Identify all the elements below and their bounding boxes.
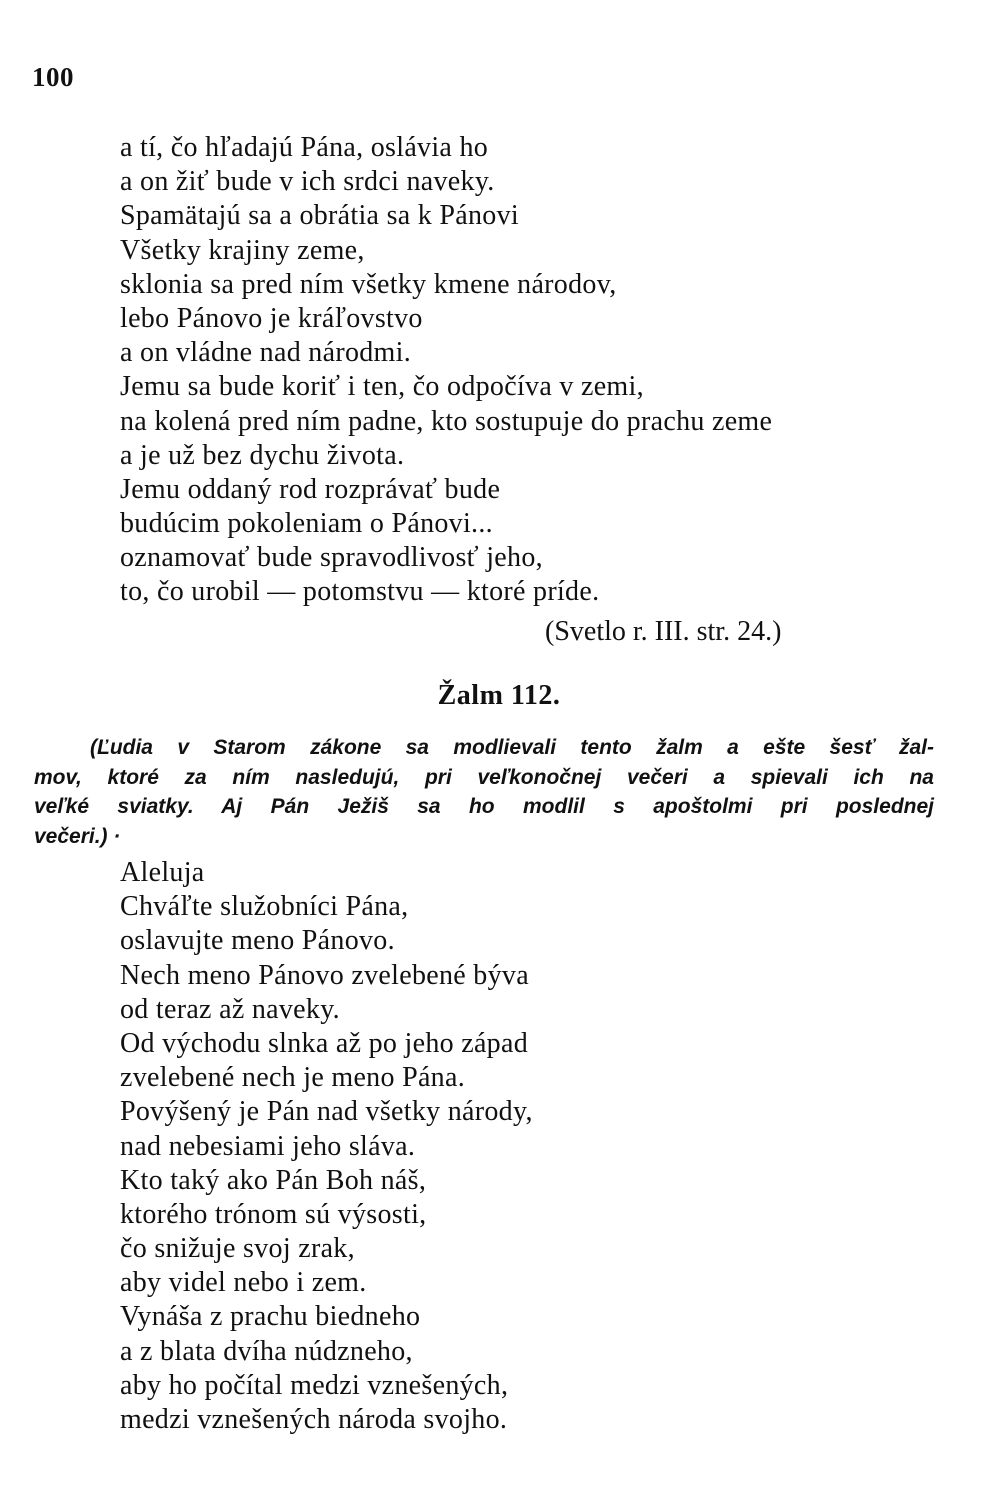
- verse-line: Všetky krajiny zeme,: [120, 234, 365, 266]
- intro-line: mov, ktoré za ním nasledujú, pri veľkonočnej večeri a spievali ich na: [34, 765, 934, 789]
- verse-line: a je už bez dychu života.: [120, 439, 405, 471]
- verse-line: Jemu oddaný rod rozprávať bude: [120, 473, 501, 505]
- psalm-intro-note: [34, 733, 934, 851]
- verse-line: a tí, čo hľadajú Pána, oslávia ho: [120, 132, 489, 163]
- verse-line: Od východu slnka až po jeho západ: [120, 1027, 528, 1059]
- source-citation: (Svetlo r. III. str. 24.): [545, 616, 782, 647]
- verse-line: lebo Pánovo je kráľovstvo: [120, 302, 423, 334]
- verse-line: aby ho počítal medzi vznešených,: [120, 1369, 509, 1401]
- verse-line: oslavujte meno Pánovo.: [120, 925, 395, 957]
- verse-line: Kto taký ako Pán Boh náš,: [120, 1164, 427, 1196]
- verse-line: zvelebené nech je meno Pána.: [120, 1062, 466, 1094]
- verse-line: to, čo urobil — potomstvu — ktoré príde.: [120, 576, 600, 608]
- verse-line: na kolená pred ním padne, kto sostupuje do prachu zeme: [120, 405, 773, 437]
- verse-line: Chváľte služobníci Pána,: [120, 891, 409, 923]
- verse-line: Vynáša z prachu biedneho: [120, 1301, 421, 1333]
- psalm-end-verses: [120, 131, 960, 610]
- verse-line: oznamovať bude spravodlivosť jeho,: [120, 542, 543, 574]
- verse-line: budúcim pokoleniam o Pánovi...: [120, 508, 493, 540]
- psalm-112-verses: [120, 856, 960, 1437]
- intro-line: večeri.) ·: [34, 824, 121, 848]
- intro-line: (Ľudia v Starom zákone sa modlievali tento žalm a ešte šesť žal-: [90, 736, 934, 759]
- psalm-title: Žalm 112.: [437, 680, 561, 711]
- verse-line: a on žiť bude v ich srdci naveky.: [120, 166, 495, 198]
- verse-line: ktorého trónom sú výsosti,: [120, 1198, 427, 1230]
- verse-line: Aleluja: [120, 857, 205, 888]
- verse-line: Nech meno Pánovo zvelebené býva: [120, 959, 529, 991]
- verse-line: aby videl nebo i zem.: [120, 1267, 367, 1299]
- verse-line: medzi vznešených národa svojho.: [120, 1404, 508, 1435]
- verse-line: čo snižuje svoj zrak,: [120, 1233, 355, 1265]
- verse-line: a on vládne nad národmi.: [120, 337, 412, 369]
- page-number: 100: [32, 62, 74, 92]
- verse-line: nad nebesiami jeho sláva.: [120, 1130, 416, 1162]
- verse-line: Povýšený je Pán nad všetky národy,: [120, 1096, 533, 1128]
- intro-line: veľké sviatky. Aj Pán Ježiš sa ho modlil s apoštolmi pri poslednej: [34, 795, 934, 818]
- verse-line: Jemu sa bude koriť i ten, čo odpočíva v zemi,: [120, 371, 644, 403]
- verse-line: a z blata dvíha núdzneho,: [120, 1335, 413, 1367]
- verse-line: Spamätajú sa a obrátia sa k Pánovi: [120, 200, 519, 232]
- verse-line: sklonia sa pred ním všetky kmene národov,: [120, 268, 617, 300]
- verse-line: od teraz až naveky.: [120, 993, 340, 1025]
